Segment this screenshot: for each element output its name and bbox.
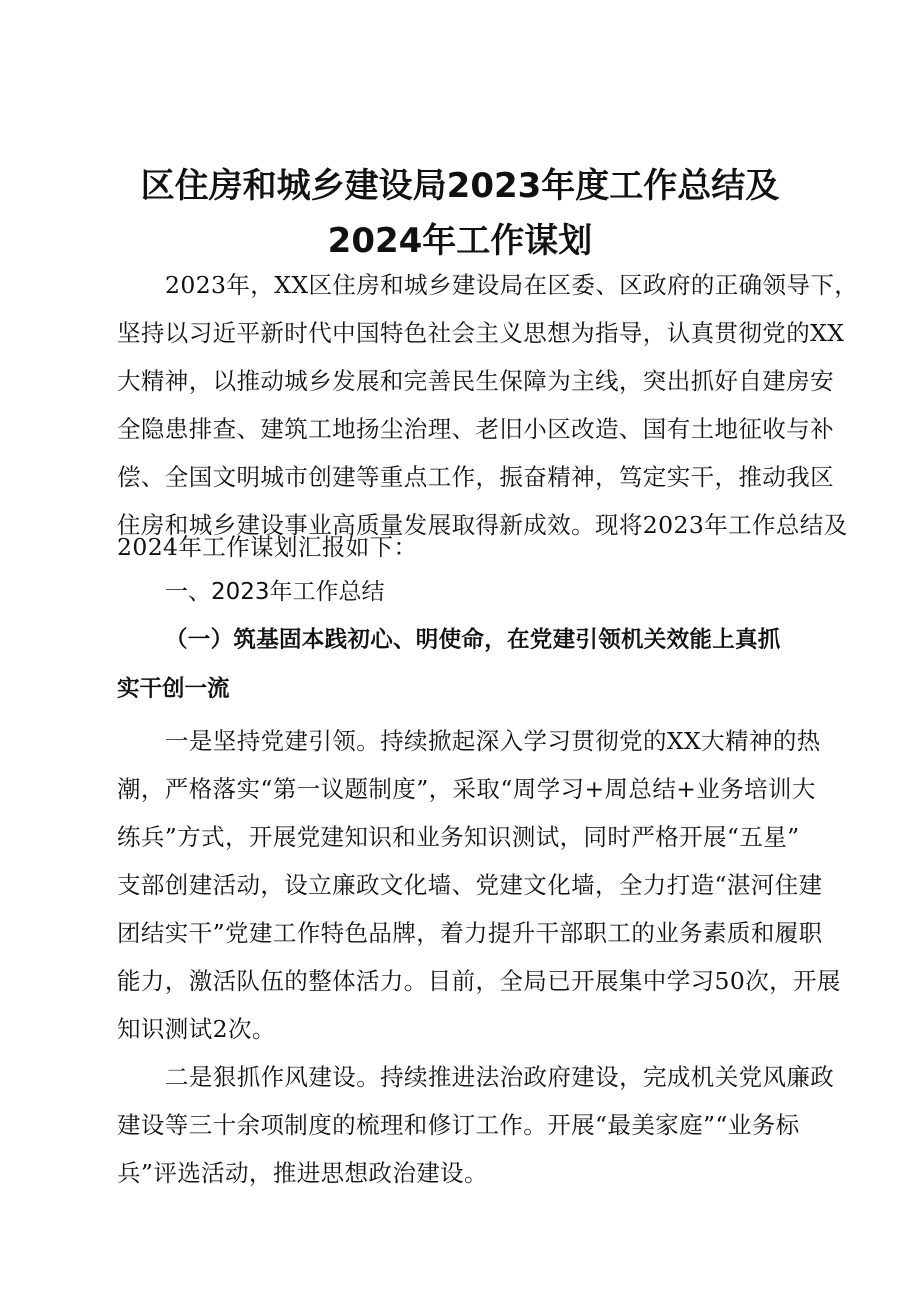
paragraph1-line-3: 练兵”方式，开展党建知识和业务知识测试，同时严格开展“五星”: [117, 823, 800, 851]
subsection-heading-line-1: （一）筑基固本践初心、明使命，在党建引领机关效能上真抓: [165, 627, 781, 653]
subsection-heading-line-2: 实干创一流: [117, 676, 230, 702]
intro-line-1: 2023年，XX区住房和城乡建设局在区委、区政府的正确领导下，: [165, 271, 859, 299]
intro-line-4: 全隐患排查、建筑工地扬尘治理、老旧小区改造、国有土地征收与补: [117, 415, 834, 443]
paragraph1-line-4: 支部创建活动，设立廉政文化墙、党建文化墙，全力打造“湛河住建: [117, 871, 823, 899]
intro-line-6: 住房和城乡建设事业高质量发展取得新成效。现将2023年工作总结及: [117, 511, 848, 539]
paragraph1-line-5: 团结实干”党建工作特色品牌，着力提升干部职工的业务素质和履职: [117, 919, 823, 947]
paragraph2-line-3: 兵”评选活动，推进思想政治建设。: [117, 1159, 488, 1187]
paragraph1-line-1: 一是坚持党建引领。持续掀起深入学习贯彻党的XX大精神的热: [165, 727, 821, 755]
paragraph1-line-6: 能力，激活队伍的整体活力。目前，全局已开展集中学习50次，开展: [117, 967, 841, 995]
intro-line-2: 坚持以习近平新时代中国特色社会主义思想为指导，认真贯彻党的XX: [117, 319, 845, 347]
paragraph2-line-2: 建设等三十余项制度的梳理和修订工作。开展“最美家庭”“业务标: [117, 1111, 800, 1139]
paragraph1-line-7: 知识测试2次。: [117, 1015, 276, 1043]
document-title-line-2: 2024年工作谋划: [327, 221, 593, 261]
intro-line-5: 偿、全国文明城市创建等重点工作，振奋精神，笃定实干，推动我区: [117, 463, 834, 491]
intro-line-3: 大精神，以推动城乡发展和完善民生保障为主线，突出抓好自建房安: [117, 367, 834, 395]
paragraph2-line-1: 二是狠抓作风建设。持续推进法治政府建设，完成机关党风廉政: [165, 1063, 835, 1091]
section-heading-1: 一、2023年工作总结: [165, 579, 385, 605]
document-title-line-1: 区住房和城乡建设局2023年度工作总结及: [140, 166, 780, 206]
paragraph1-line-2: 潮，严格落实“第一议题制度”，采取“周学习+周总结+业务培训大: [117, 775, 816, 803]
intro-line-7: 2024年工作谋划汇报如下：: [117, 533, 418, 561]
